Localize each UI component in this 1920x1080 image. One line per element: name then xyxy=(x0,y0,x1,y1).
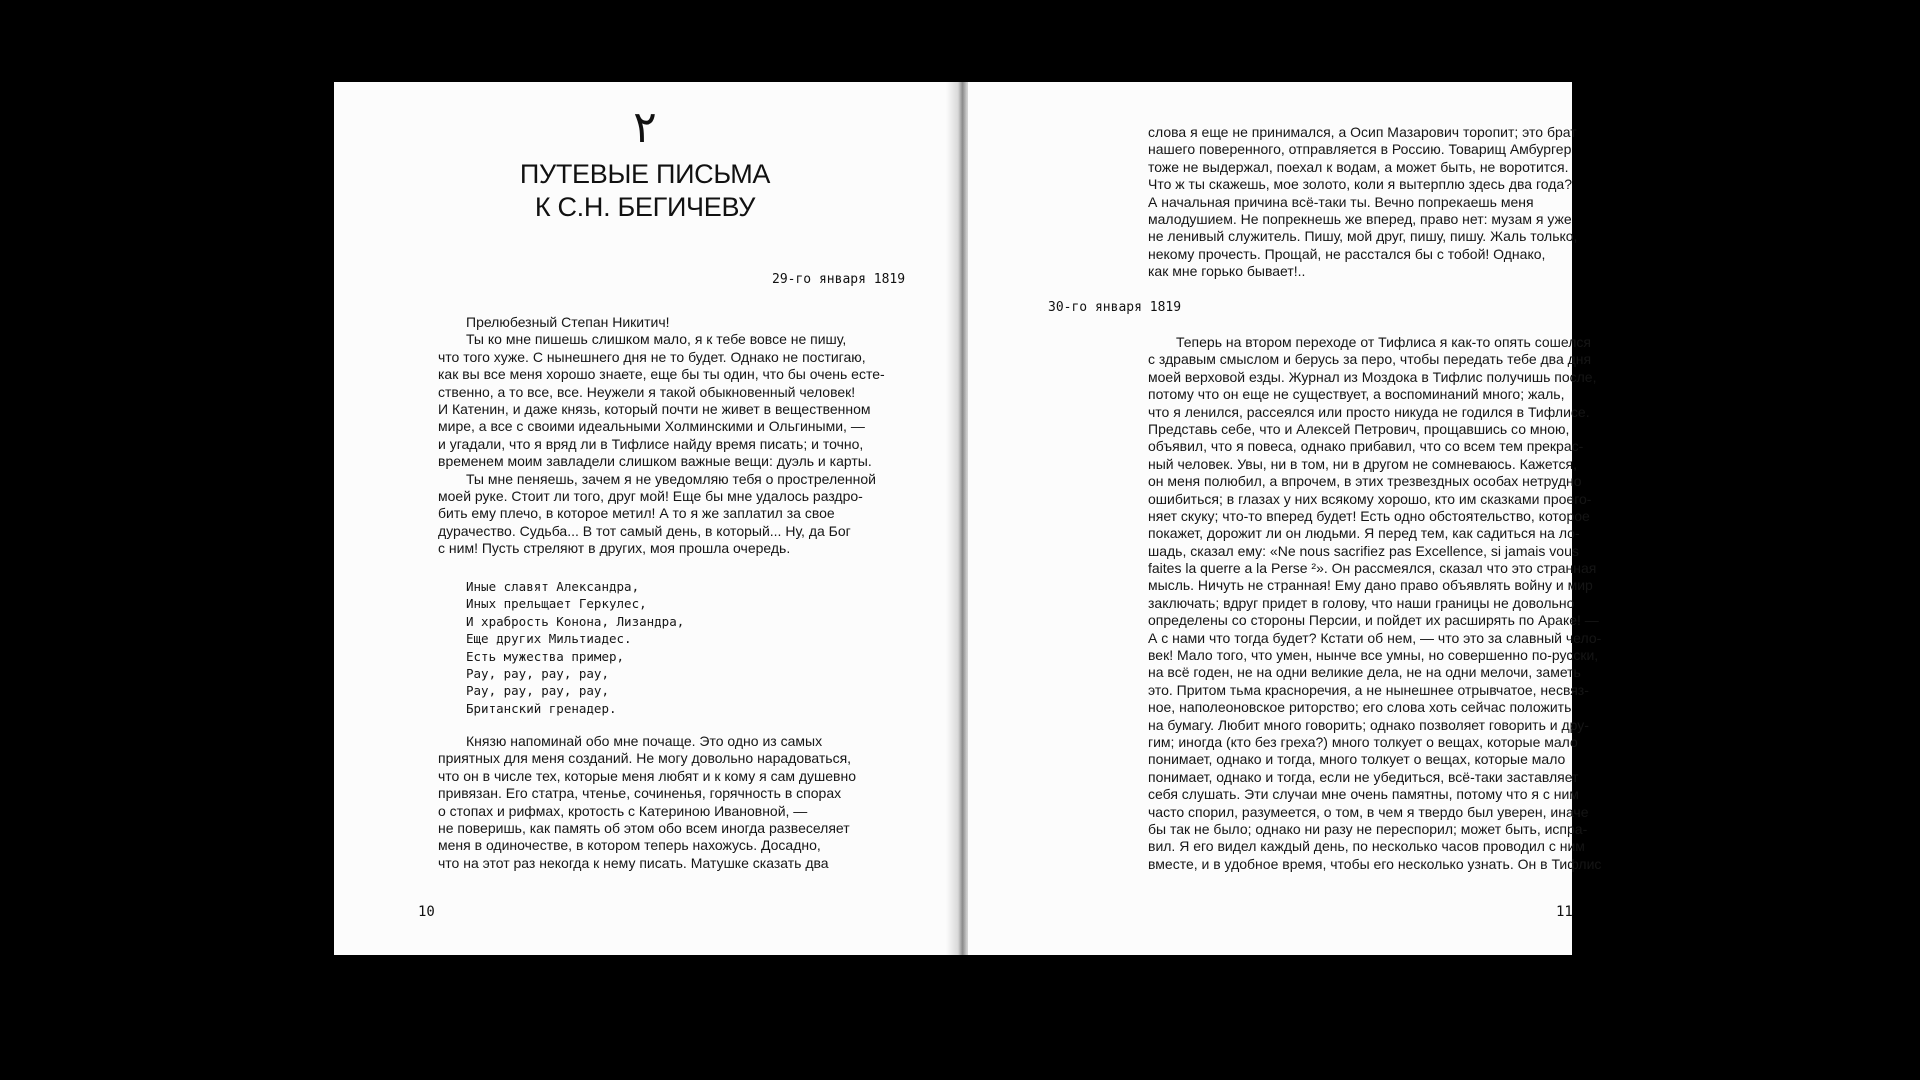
text-line: слова я еще не принимался, а Осип Мазарович торопит; это брат xyxy=(1148,124,1577,140)
text-line: вместе, и в удобное время, чтобы его несколько узнать. Он в Тифлис xyxy=(1148,855,1602,872)
text-line: бить ему плечо, в которое метил! А то я же заплатил за свое xyxy=(438,505,835,522)
verse-line: Есть мужества пример, xyxy=(466,648,625,664)
text-line: Князю напоминай обо мне почаще. Это одно из самых xyxy=(466,733,823,749)
verse-line: Рау, рау, рау, рау, xyxy=(466,665,609,681)
text-line: ственно, а то все, все. Неужели я такой обыкновенный человек! xyxy=(438,383,856,400)
text-line: себя слушать. Эти случаи мне очень памятны, потому что я с ним xyxy=(1148,786,1579,803)
verse-line: Иные славят Александра, xyxy=(466,579,640,594)
text-line: часто спорил, разумеется, о том, в чем я твердо был уверен, иначе xyxy=(1148,803,1589,820)
text-line: что я ленился, рассеялся или просто никуда не годился в Тифлисе. xyxy=(1148,403,1590,420)
text-line: приятных для меня созданий. Не могу довольно нарадоваться, xyxy=(438,750,852,767)
text-line: меня в одиночестве, в котором теперь нахожусь. Досадно, xyxy=(438,837,821,854)
text-line: он меня полюбил, а впрочем, в этих трезвездных особах нетрудно xyxy=(1148,473,1582,490)
text-line: как вы все меня хорошо знаете, еще бы ты один, что бы очень есте- xyxy=(438,366,885,383)
text-line: вил. Я его видел каждый день, по несколько часов проводил с ним xyxy=(1148,838,1585,855)
text-line: шадь, сказал ему: «Ne nous sacrifiez pas Excellence, si jamais vous xyxy=(1148,542,1579,559)
verse-line: Еще других Мильтиадес. xyxy=(466,631,632,647)
text-line: И Катенин, и даже князь, который почти не живет в вещественном xyxy=(438,400,871,417)
text-line: с здравым смыслом и берусь за перо, чтобы передать тебе два дня xyxy=(1148,351,1592,368)
text-line: Прелюбезный Степан Никитич! xyxy=(466,314,670,330)
text-line: нашего поверенного, отправляется в Россию. Товарищ Амбургер xyxy=(1148,141,1572,158)
text-line: на бумагу. Любит много говорить; однако позволяет говорить и дру- xyxy=(1148,716,1589,733)
text-line: заключать; вдруг придет в голову, что наши границы не довольно xyxy=(1148,594,1575,611)
text-line: ошибиться; в глазах у них всякому хорошо, кто им сказками проего- xyxy=(1148,490,1592,507)
text-line: дурачество. Судьба... В тот самый день, в который... Ну, да Бог xyxy=(438,522,851,539)
text-line: как мне горько бывает!.. xyxy=(1148,263,1306,280)
text-line: объявил, что я повеса, однако прибавил, что со всем тем прекрас- xyxy=(1148,438,1584,455)
chapter-numeral: ٢ xyxy=(633,102,657,153)
text-line: определены со стороны Персии, и пойдет их расширять по Араке! — xyxy=(1148,612,1599,629)
letter-paragraph xyxy=(1148,334,1601,873)
text-line: Ты ко мне пишешь слишком мало, я к тебе вовсе не пишу, xyxy=(466,331,847,348)
text-line: тоже не выдержал, поехал к водам, а может быть, не воротится. xyxy=(1148,158,1569,175)
text-line: понимает, однако и тогда, много толкует о вещах, которые мало xyxy=(1148,751,1566,768)
right-page xyxy=(968,82,1602,955)
text-line: и угадали, что я вряд ли в Тифлисе найду время писать; и точно, xyxy=(438,435,864,452)
text-line: временем моим завладели слишком важные вещи: дуэль и карты. xyxy=(438,453,872,470)
text-line: А начальная причина всё-таки ты. Вечно попрекаешь меня xyxy=(1148,193,1534,210)
chapter-title-line: ПУТЕВЫЕ ПИСЬМА xyxy=(519,159,771,189)
text-line: с ним! Пусть стреляют в других, моя прошла очередь. xyxy=(438,540,791,557)
verse-block xyxy=(466,578,684,717)
verse-line: И храбрость Конона, Лизандра, xyxy=(466,613,685,629)
text-line: бы так не было; однако ни разу не переспорил; может быть, испра- xyxy=(1148,820,1588,837)
text-line: моей руке. Стоит ли того, друг мой! Еще бы мне удалось раздро- xyxy=(438,487,863,504)
text-line: что на этот раз некогда к нему писать. Матушке сказать два xyxy=(438,854,829,871)
letter-paragraph xyxy=(438,314,885,557)
text-line: ное, наполеоновское риторство; его слова хоть сейчас положить xyxy=(1148,699,1572,716)
text-line: ный человек. Увы, ни в том, ни в другом не сомневаюсь. Кажется, xyxy=(1148,455,1577,472)
text-line: няет скуку; что-то вперед будет! Есть одно обстоятельство, которое xyxy=(1148,507,1590,524)
text-line: понимает, однако и тогда, если не убедиться, всё-таки заставляет xyxy=(1148,768,1579,785)
book-spread xyxy=(334,82,1602,955)
text-line: покажет, дорожит ли он людьми. Я перед тем, как садиться на ло- xyxy=(1148,525,1580,542)
text-line: век! Мало того, что умен, нынче все умны, но совершенно по-русски, xyxy=(1148,647,1599,664)
text-line: А с нами что тогда будет? Кстати об нем, — что это за славный чело- xyxy=(1148,629,1602,646)
verse-line: Иных прельщает Геркулес, xyxy=(466,596,647,612)
verse-line: Рау, рау, рау, рау, xyxy=(466,683,609,699)
text-line: не поверишь, как память об этом обо всем иногда развеселяет xyxy=(438,819,850,836)
text-line: малодушием. Не попрекнешь же вперед, право нет: музам я уже xyxy=(1148,210,1572,227)
text-line: мире, а все с своими идеальными Холминскими и Ольгиными, — xyxy=(438,418,865,435)
text-line: мысль. Ничуть не странная! Ему дано право объявлять войну и мир xyxy=(1148,577,1593,594)
text-line: на всё годен, не на одни великие дела, не на одни мелочи, заметь xyxy=(1148,664,1581,681)
left-page xyxy=(334,82,956,955)
text-line: что он в числе тех, которые меня любят и к кому я сам душевно xyxy=(438,767,857,784)
text-line: некому прочесть. Прощай, не расстался бы с тобой! Однако, xyxy=(1148,245,1546,262)
text-line: что того хуже. С нынешнего дня не то будет. Однако не постигаю, xyxy=(438,348,866,365)
text-line: Что ж ты скажешь, мое золото, коли я вытерплю здесь два года? xyxy=(1148,176,1572,193)
text-line: это. Притом тьма красноречия, а не нынешнее отрывчатое, несвяз- xyxy=(1148,681,1589,698)
text-line: о стопах и рифмах, кротость с Катериною Ивановной, — xyxy=(438,802,808,819)
text-line: гим; иногда (кто без греха?) много толкует о вещах, которые мало xyxy=(1148,733,1578,750)
letter-date: 30-го января 1819 xyxy=(1048,300,1182,315)
text-line: потому что он еще не существует, а воспоминаний много; жаль, xyxy=(1148,386,1565,403)
text-line: faites la querre a la Perse ²». Он рассмеялся, сказал что это странная xyxy=(1148,560,1597,577)
text-line: Представь себе, что и Алексей Петрович, прощавшись со мною, xyxy=(1148,420,1570,437)
letter-date: 29-го января 1819 xyxy=(772,272,906,287)
letter-paragraph xyxy=(438,733,856,872)
chapter-title-line: К С.Н. БЕГИЧЕВУ xyxy=(534,192,756,222)
text-line: Теперь на втором переходе от Тифлиса я как-то опять сошелся xyxy=(1176,334,1591,350)
text-line: привязан. Его статра, чтенье, сочиненья, горячность в спорах xyxy=(438,785,842,802)
page-number: 11 xyxy=(1556,904,1573,920)
letter-paragraph xyxy=(1148,124,1577,281)
chapter-title xyxy=(334,158,956,224)
text-line: не ленивый служитель. Пишу, мой друг, пишу, пишу. Жаль только, xyxy=(1148,228,1578,245)
verse-line: Британский гренадер. xyxy=(466,700,617,716)
text-line: моей верховой езды. Журнал из Моздока в Тифлис получишь после, xyxy=(1148,368,1597,385)
page-number: 10 xyxy=(418,904,435,920)
text-line: Ты мне пеняешь, зачем я не уведомляю тебя о простреленной xyxy=(466,470,876,487)
